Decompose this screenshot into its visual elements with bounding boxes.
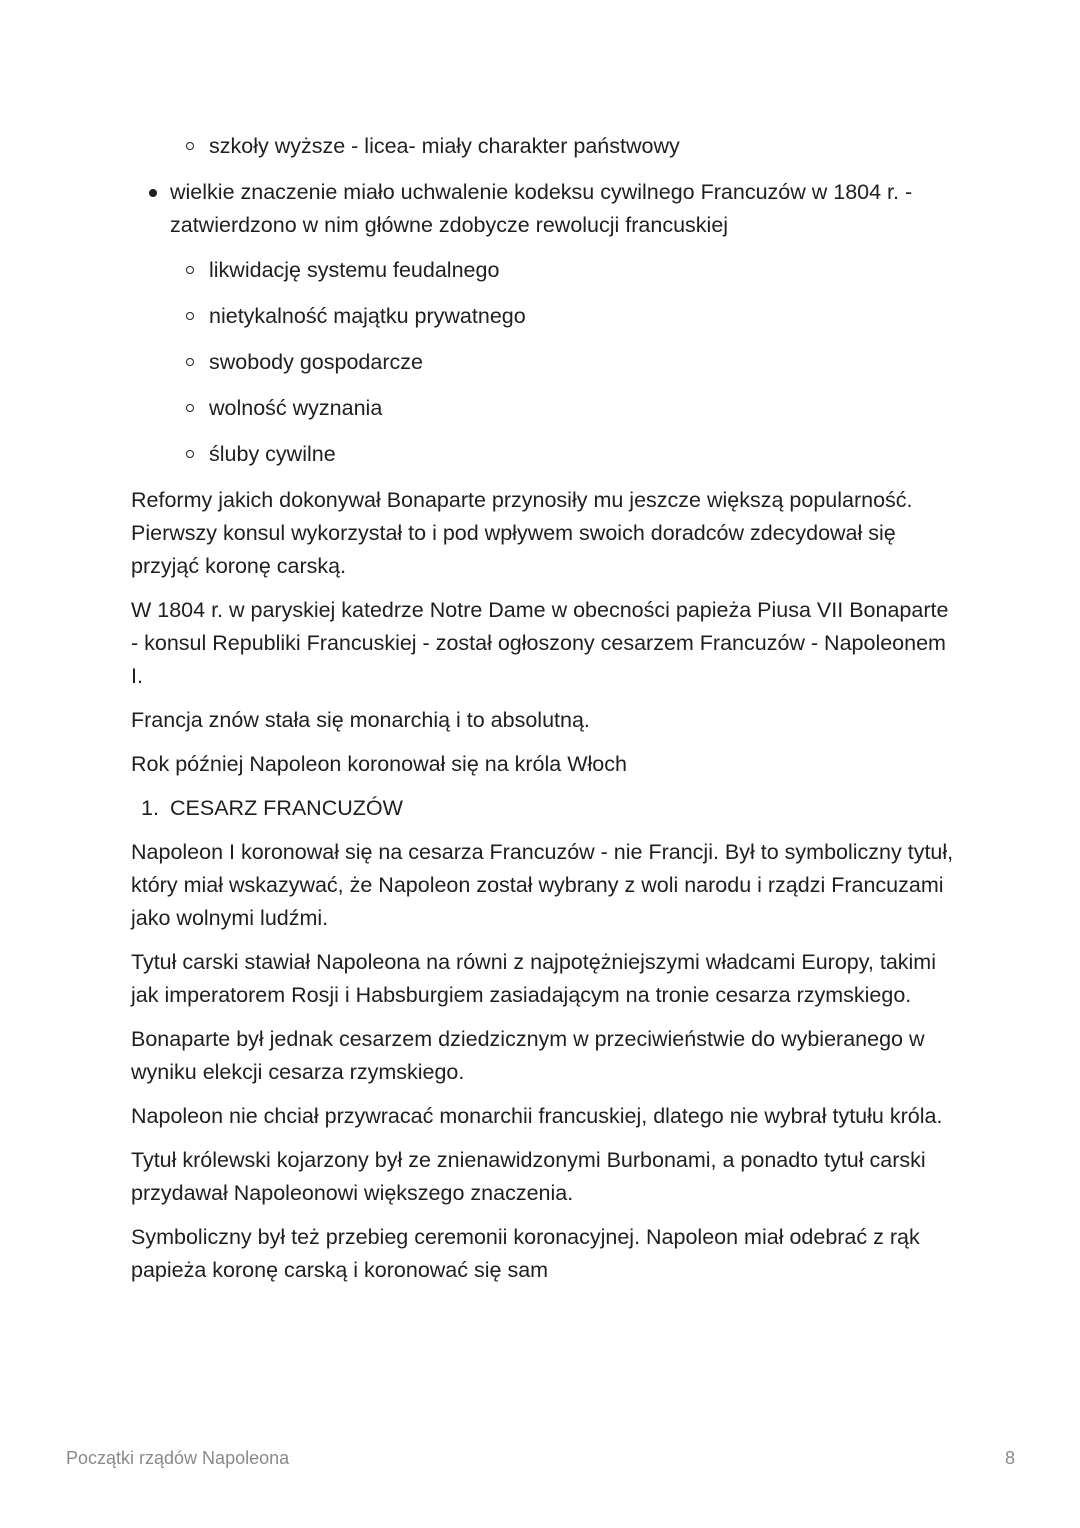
continued-sub-list [186,130,961,163]
paragraph: Symboliczny był też przebieg ceremonii koronacyjnej. Napoleon miał odebrać z rąk papieża koronę carską i koronować się sam [131,1225,920,1282]
list-item: szkoły wyższe - licea- miały charakter państwowy [186,130,961,163]
list-item: nietykalność majątku prywatnego [186,300,961,333]
paragraph: Rok później Napoleon koronował się na króla Włoch [131,752,627,776]
page-content [131,130,961,1298]
paragraph: Tytuł carski stawiał Napoleona na równi z najpotężniejszymi władcami Europy, takimi jak imperatorem Rosji i Habsburgiem zasiadającym na tronie cesarza rzymskiego. [131,950,936,1007]
footer-page-number: 8 [1004,1448,1015,1468]
paragraph: Bonaparte był jednak cesarzem dziedzicznym w przeciwieństwie do wybieranego w wyniku elekcji cesarza rzymskiego. [131,1027,925,1084]
paragraph: Napoleon nie chciał przywracać monarchii francuskiej, dlatego nie wybrał tytułu króla. [131,1104,943,1128]
civil-code-sub-list [186,254,961,471]
section-title: CESARZ FRANCUZÓW [170,796,403,820]
list-item: śluby cywilne [186,438,961,471]
list-item: wolność wyznania [186,392,961,425]
paragraph: Francja znów stała się monarchią i to absolutną. [131,708,590,732]
paragraph: Napoleon I koronował się na cesarza Francuzów - nie Francji. Był to symboliczny tytuł, który miał wskazywać, że Napoleon został wybrany z woli narodu i rządzi Francuzami jako wolnymi ludźmi. [131,840,954,930]
paragraph: W 1804 r. w paryskiej katedrze Notre Dame w obecności papieża Piusa VII Bonaparte - konsul Republiki Francuskiej - został ogłoszony cesarzem Francuzów - Napoleonem I. [131,598,949,688]
list-item: likwidację systemu feudalnego [186,254,961,287]
list-item: swobody gospodarcze [186,346,961,379]
bullet-list [148,176,961,471]
section-number: 1. [141,796,159,820]
paragraph: Tytuł królewski kojarzony był ze znienawidzonymi Burbonami, a ponadto tytuł carski przydawał Napoleonowi większego znaczenia. [131,1148,926,1205]
bullet-item-civil-code [148,176,961,471]
section-heading [141,792,961,825]
paragraph: Reformy jakich dokonywał Bonaparte przynosiły mu jeszcze większą popularność. Pierwszy konsul wykorzystał to i pod wpływem swoich doradców zdecydował się przyjąć koronę carską. [131,488,913,578]
bullet-text: wielkie znaczenie miało uchwalenie kodeksu cywilnego Francuzów w 1804 r. - zatwierdzono w nim główne zdobycze rewolucji francuskiej [170,180,913,237]
footer-document-title: Początki rządów Napoleona [66,1448,290,1468]
